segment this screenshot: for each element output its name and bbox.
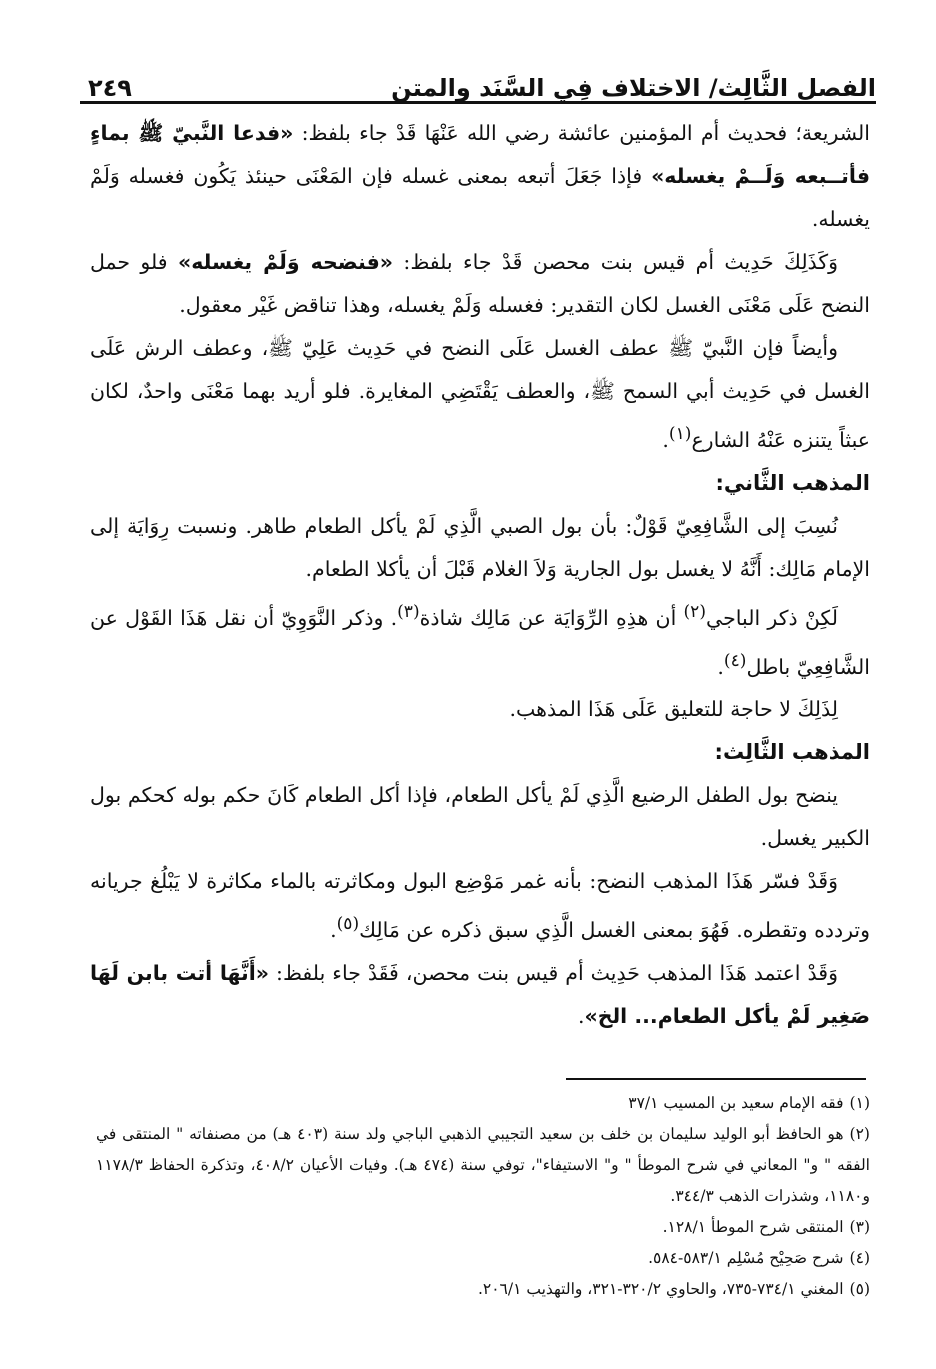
footnote-ref-5[interactable]: (٥): [336, 914, 360, 935]
header-rule: [80, 101, 876, 104]
paragraph-7: ينضح بول الطفل الرضيع الَّذِي لَمْ يأكل الطعام، فإذا أكل الطعام كَانَ حكم بوله كحكم بول الكبير يغسل.: [90, 783, 870, 851]
footnotes: [96, 1088, 870, 1305]
footnote-text: فقه الإمام سعيد بن المسيب ٣٧/١: [628, 1094, 844, 1112]
footnote-text: المغني ٧٣٤/١-٧٣٥، والحاوي ٣٢٠/٢-٣٢١، والتهذيب ٢٠٦/١.: [477, 1280, 844, 1298]
footnote-2: [96, 1119, 870, 1212]
footnote-ref-4[interactable]: (٤): [723, 650, 747, 671]
paragraph-5-a: لَكِنْ ذكر الباجي: [706, 605, 838, 630]
chapter-title: الفصل الثَّالِث/ الاختلاف فِي السَّنَد والمتن: [391, 74, 876, 102]
paragraph-9-end: .: [577, 1004, 585, 1029]
footnote-ref-2[interactable]: (٢): [683, 601, 707, 622]
paragraph-8-text: وَقَدْ فسّر هَذَا المذهب النضح: بأنه غمر مَوْضِع البول ومكاثرته بالماء مكاثرة لا يَبْلُغ جريانه وتردده وتقطره. فَهُوَ بمعنى الغسل الَّذِي سبق ذكره عن مَالِك: [90, 869, 870, 943]
hadith-quote-2: «فنضحه وَلَمْ يغسله»: [177, 250, 394, 274]
footnote-ref-1[interactable]: (١): [668, 424, 692, 444]
paragraph-2-text: وَكَذَلِكَ حَدِيث أم قيس بنت محصن قَدْ جاء بلفظ:: [393, 250, 838, 274]
paragraph-1: [90, 112, 870, 241]
footnote-number: (٥): [849, 1280, 870, 1298]
footnote-rule: [566, 1078, 866, 1080]
paragraph-2: [90, 241, 870, 327]
footnote-number: (٢): [849, 1125, 870, 1143]
page-header: [88, 58, 876, 102]
paragraph-3-text: وأيضاً فإن النَّبيّ ﷺ عطف الغسل عَلَى النضح في حَدِيث عَلِيّ ﷺ، وعطف الرش عَلَى الغسل في حَدِيث أبي السمح ﷺ، والعطف يَقْتَضِي المغايرة. فلو أريد بهما مَعْنَى واحدٌ، لكان عبثاً يتنزه عَنْهُ الشارع: [90, 336, 870, 452]
paragraph-5-c: . وذكر النَّوَوِيّ أن نقل هَذَا القَوْل عن الشَّافِعِيّ باطل: [90, 605, 870, 679]
footnote-ref-3[interactable]: (٣): [397, 601, 420, 622]
footnote-text: المنتقى شرح الموطأ ١٢٨/١.: [662, 1218, 844, 1236]
footnote-4: [96, 1243, 870, 1274]
paragraph-8-end: .: [330, 918, 337, 943]
section-heading-third: المذهب الثَّالِث:: [714, 740, 870, 765]
paragraph-5-end: .: [717, 654, 724, 679]
paragraph-1-text: الشريعة؛ فحديث أم المؤمنين عائشة رضي الله عَنْهَا قَدْ جاء بلفظ:: [293, 121, 870, 145]
footnote-number: (١): [849, 1094, 870, 1112]
paragraph-9-text: وَقَدْ اعتمد هَذَا المذهب حَدِيث أم قيس بنت محصن، فَقَدْ جاء بلفظ:: [269, 961, 838, 986]
footnote-text: هو الحافظ أبو الوليد سليمان بن خلف بن سعيد التجيبي الذهبي الباجي ولد سنة (٤٠٣ هـ) من مصنفاته " المنتقى في الفقه " و" المعاني في شرح الموطأ " و" الاستيفاء"، توفي سنة (٤٧٤ هـ). وفيات الأعيان ٤٠٨/٢، وتذكرة الحفاظ ١١٧٨/٣ و١١٨٠، وشذرات الذهب ٣٤٤/٣.: [96, 1125, 870, 1205]
paragraph-3: [90, 327, 870, 462]
page-number: ٢٤٩: [88, 74, 132, 102]
paragraph-5-b: أن هذِهِ الرِّوَايَة عن مَالِك شاذة: [419, 605, 684, 630]
footnote-number: (٤): [849, 1249, 870, 1267]
paragraph-2-rest: فلو حمل النضح عَلَى مَعْنَى الغسل لكان التقدير: فغسله وَلَمْ يغسله، وهذا تناقض غَيْر معقول.: [90, 250, 870, 317]
paragraph-3-end: .: [662, 427, 669, 452]
section-heading-second: المذهب الثَّاني:: [715, 470, 870, 495]
paragraph-8: [90, 860, 870, 952]
paragraph-9: [90, 952, 870, 1038]
footnote-text: شرح صَحِيْح مُسْلِم ٥٨٣/١-٥٨٤.: [648, 1249, 844, 1267]
footnote-5: [96, 1274, 870, 1305]
paragraph-4: نُسِبَ إلى الشَّافِعِيّ قَوْلٌ: بأن بول الصبي الَّذِي لَمْ يأكل الطعام طاهر. ونسبت رِوَايَة إلى الإمام مَالِك: أَنَّهُ لا يغسل بول الجارية وَلاَ الغلام قَبْلَ أن يأكلا الطعام.: [90, 513, 870, 581]
footnote-1: [96, 1088, 870, 1119]
hadith-quote-1: «فدعا النَّبيّ ﷺ بماءٍ فأتــبعه وَلَــمْ يغسله»: [90, 121, 871, 188]
main-text: [90, 112, 870, 1038]
paragraph-5: [90, 591, 870, 689]
paragraph-6: لِذَلِكَ لا حاجة للتعليق عَلَى هَذَا المذهب.: [509, 697, 838, 722]
paragraph-1-rest: فإذا جَعَلَ أتبعه بمعنى غسله فإن المَعْنَى حينئذ يَكُون فغسله وَلَمْ يغسله.: [90, 164, 870, 231]
footnote-3: [96, 1212, 870, 1243]
hadith-quote-3: «أَنَّهَا أتت بابن لَهَا صَغِير لَمْ يأكل الطعام... الخ»: [90, 961, 870, 1029]
footnote-number: (٣): [849, 1218, 870, 1236]
